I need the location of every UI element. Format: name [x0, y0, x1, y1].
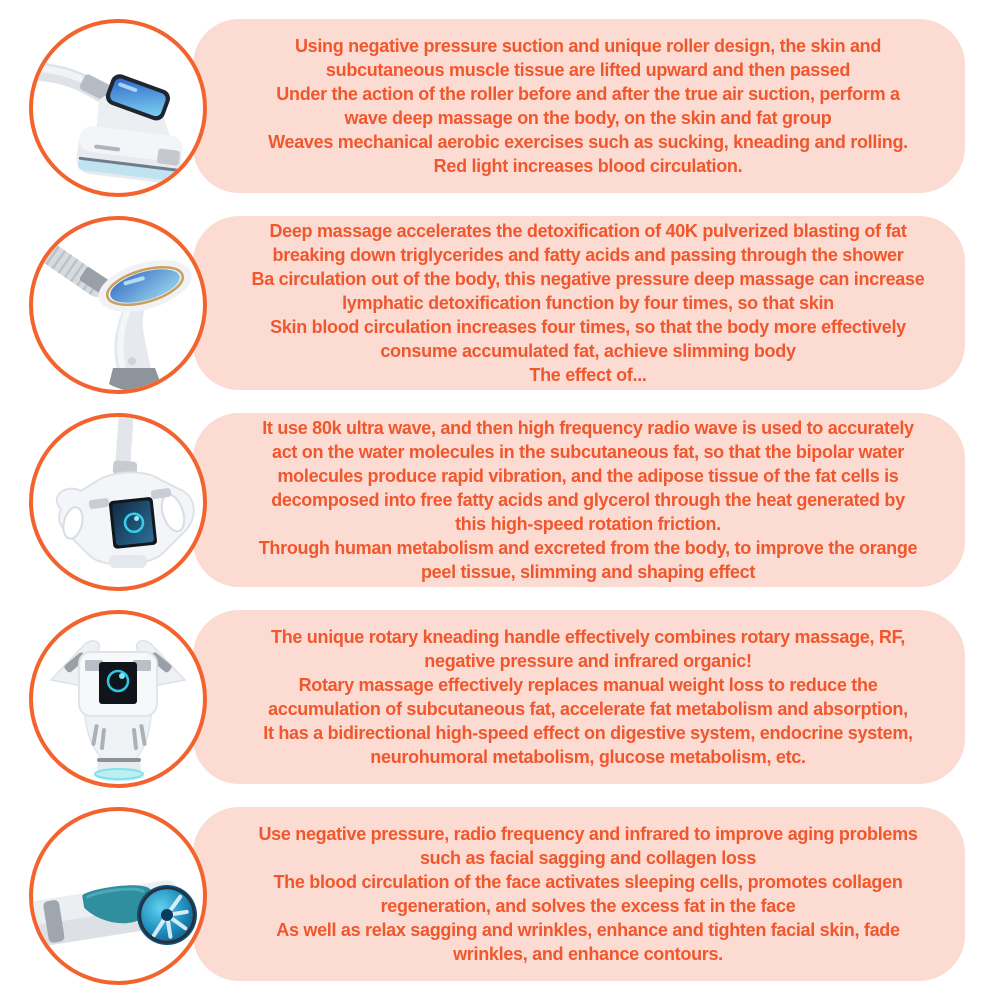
feature-text: The unique rotary kneading handle effectively combines rotary massage, RF, negative pressure and infrared organic! Rotary massage effectively replaces manual weight loss to reduce the accumulation of subcutaneous fat, accelerate fat metabolism and absorption, It has a bidirectional high-speed effect on digestive system, endocrine system, neurohumoral metabolism, glucose metabolism, etc.	[263, 627, 913, 767]
rotary-handle-illustration	[33, 614, 203, 784]
facial-rf-handpiece-photo	[29, 807, 207, 985]
80k-rf-handpiece-photo	[29, 413, 207, 591]
vacuum-roller-handpiece-photo	[29, 19, 207, 197]
feature-text: Use negative pressure, radio frequency and infrared to improve aging problems such as facial sagging and collagen loss The blood circulation of the face activates sleeping cells, promotes collagen regeneration, and solves the excess fat in the face As well as relax sagging and wrinkles, enhance and tighten facial skin, fade wrinkles, and enhance contours.	[258, 824, 918, 964]
80k-handle-illustration	[33, 417, 203, 587]
feature-row-rotary	[0, 610, 1000, 790]
feature-text: Deep massage accelerates the detoxification of 40K pulverized blasting of fat breaking down triglycerides and fatty acids and passing through the shower Ba circulation out of the body, this negative pressure deep massage can increase lymphatic detoxification function by four times, so that skin Skin blood circulation increases four times, so that the body more effectively consume accumulated fat, achieve slimming body The effect of...	[251, 221, 925, 385]
feature-row-facial	[0, 807, 1000, 987]
feature-row-80k	[0, 413, 1000, 593]
vacuum-roller-illustration	[33, 23, 203, 193]
40k-handle-illustration	[33, 220, 203, 390]
feature-row-40k	[0, 216, 1000, 396]
feature-text: It use 80k ultra wave, and then high frequency radio wave is used to accurately act on the water molecules in the subcutaneous fat, so that the bipolar water molecules produce rapid vibration, and the adipose tissue of the fat cells is decomposed into free fatty acids and glycerol through the heat generated by this high-speed rotation friction. Through human metabolism and excreted from the body, to improve the orange peel tissue, slimming and shaping effect	[258, 418, 918, 582]
facial-handle-illustration	[33, 811, 203, 981]
40k-cavitation-handpiece-photo	[29, 216, 207, 394]
feature-row-vacuum-roller	[0, 19, 1000, 199]
rotary-kneading-handpiece-photo	[29, 610, 207, 788]
feature-text: Using negative pressure suction and unique roller design, the skin and subcutaneous muscle tissue are lifted upward and then passed Under the action of the roller before and after the true air suction, perform a wave deep massage on the body, on the skin and fat group Weaves mechanical aerobic exercises such as sucking, kneading and rolling. Red light increases blood circulation.	[268, 36, 908, 176]
